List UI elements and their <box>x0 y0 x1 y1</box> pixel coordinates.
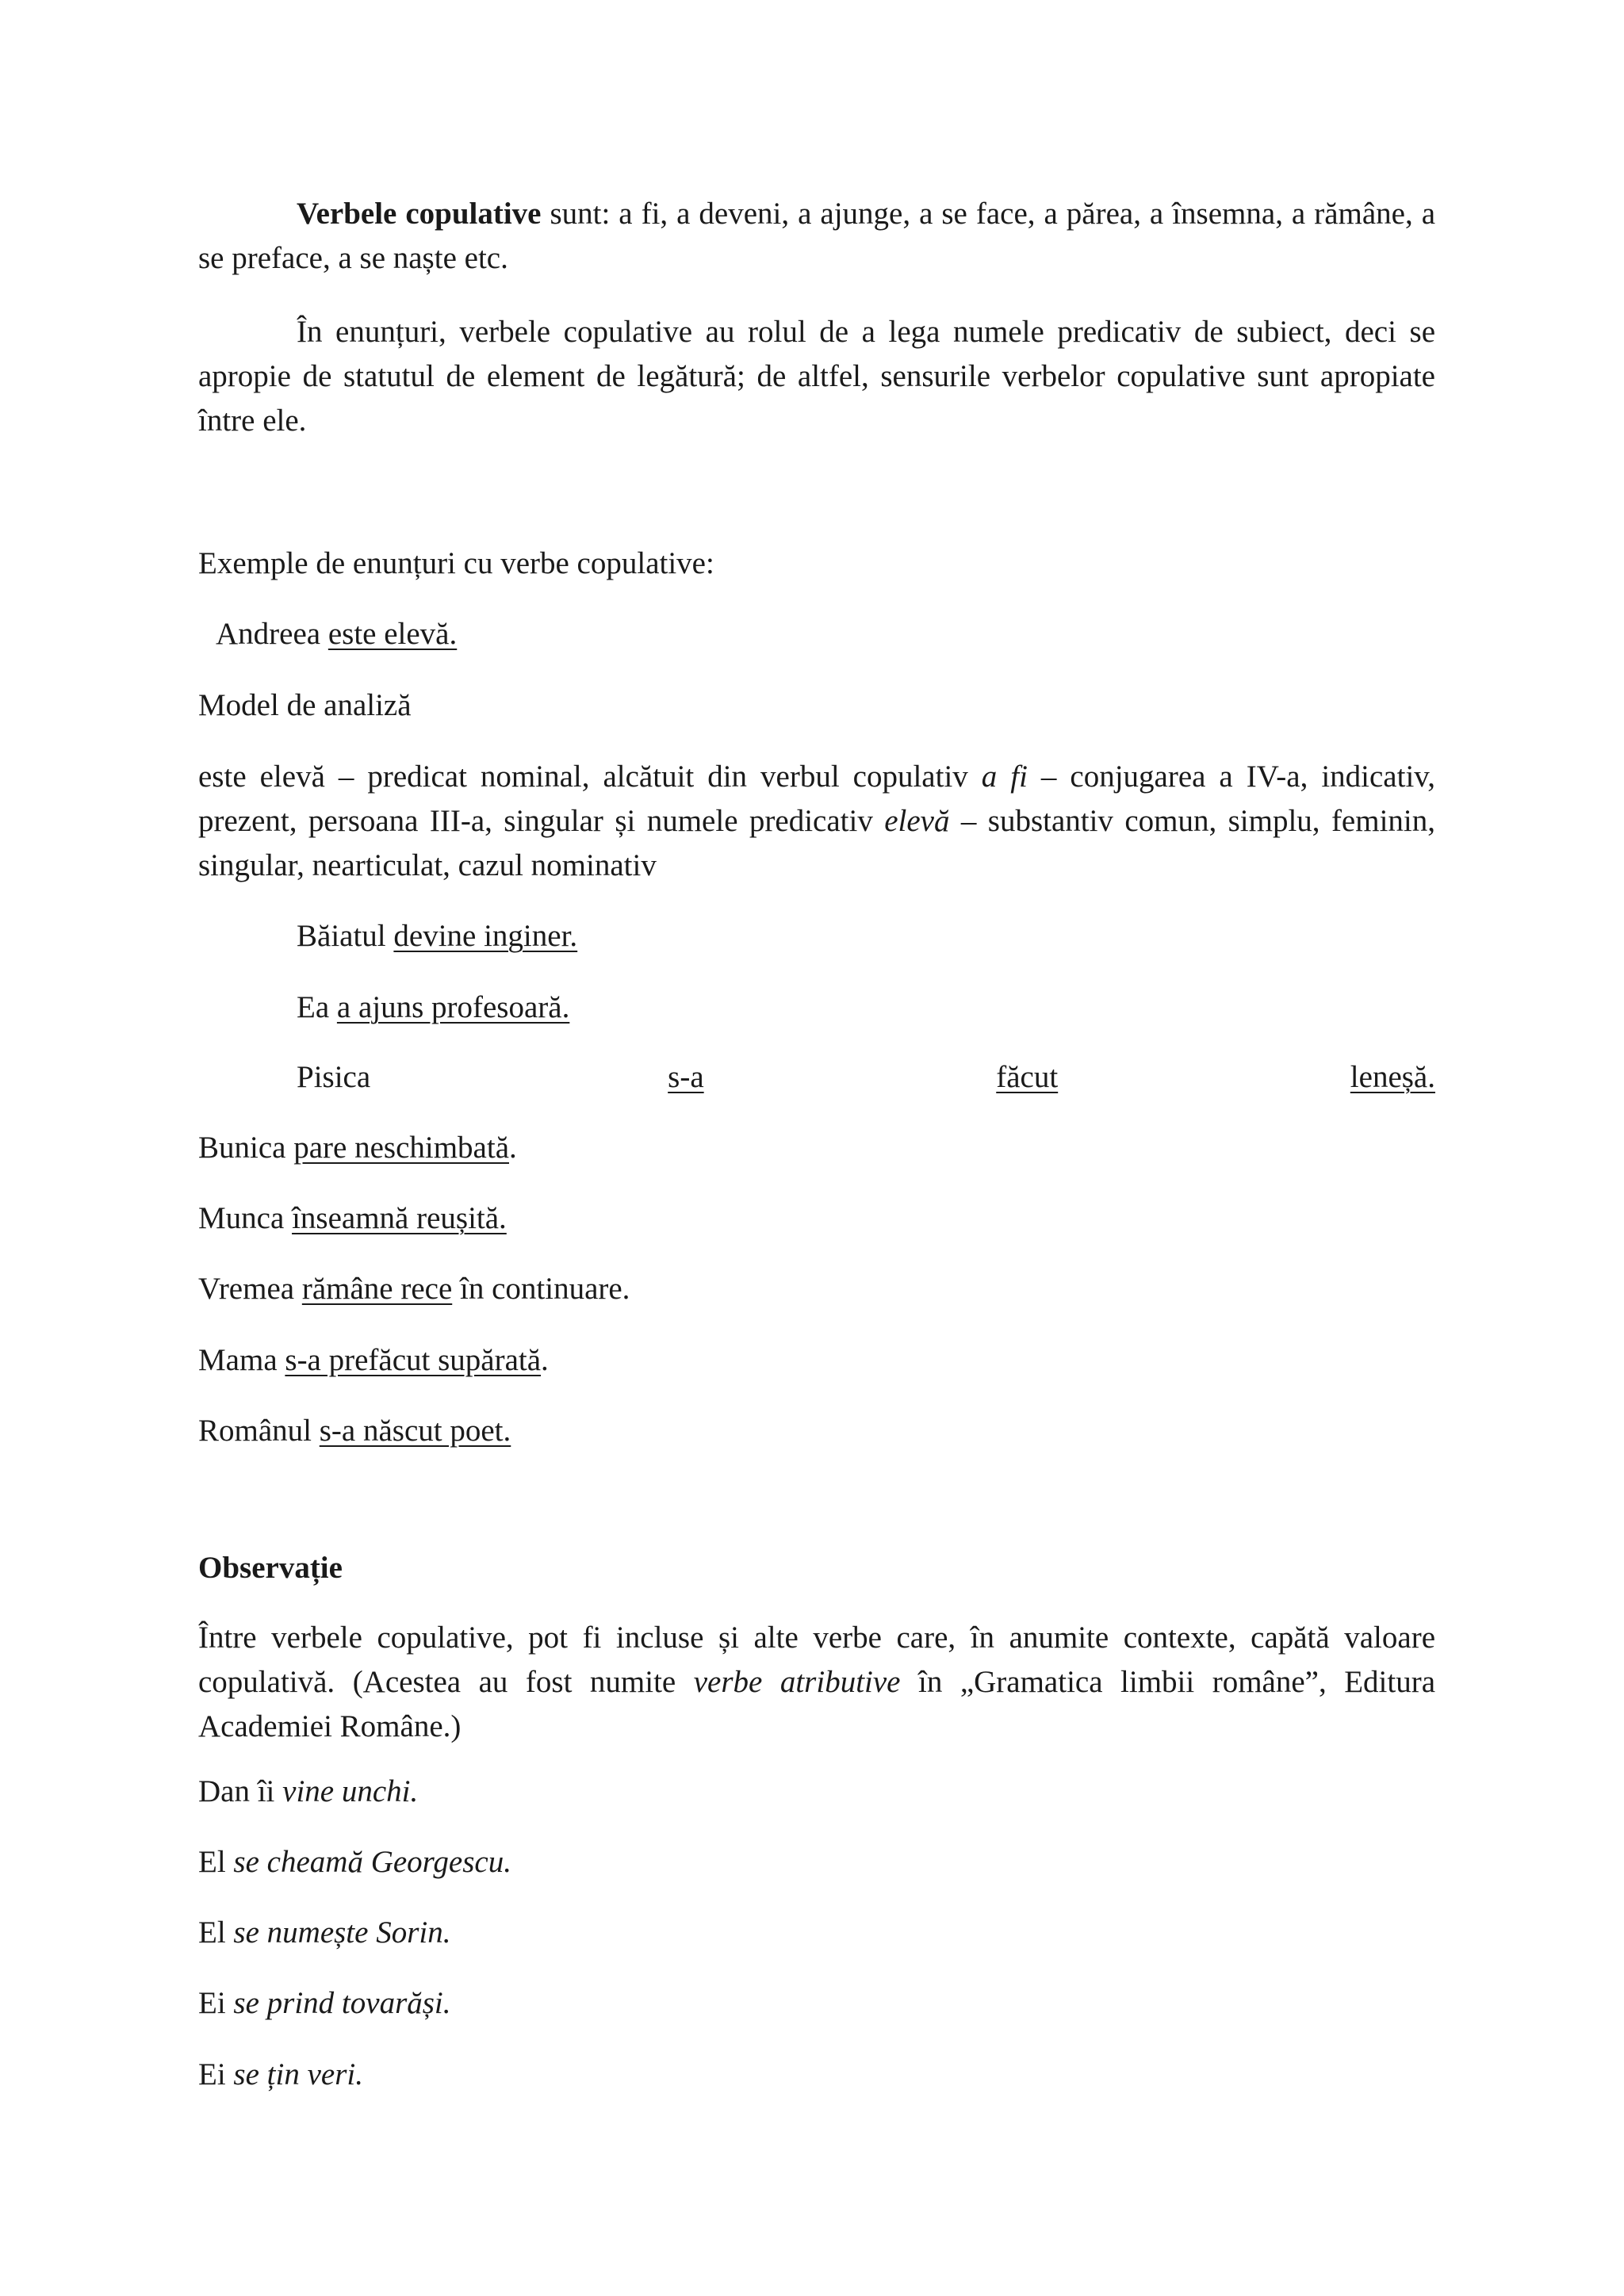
example-end: . <box>509 1131 517 1165</box>
example-subject: Bunica <box>198 1131 294 1165</box>
predicate-word: făcut <box>996 1060 1059 1094</box>
analysis-text: este elevă – predicat nominal, alcătuit din verbul copulativ <box>198 760 982 794</box>
example-sentence <box>198 1196 507 1241</box>
observation-example <box>198 1840 511 1885</box>
example-subject: Românul <box>198 1414 320 1448</box>
example-predicate: se numește Sorin. <box>233 1915 451 1950</box>
example-subject: Dan îi <box>198 1774 283 1808</box>
example-subject: Ei <box>198 2057 234 2091</box>
analysis-text: – conjugarea a IV-a, indicativ, prezent, persoana III-a, singular și numele predicativ <box>198 760 1436 838</box>
example-predicate: este elevă. <box>327 617 458 651</box>
term-verbele-copulative: Verbele copulative <box>297 197 542 231</box>
example-sentence <box>198 1409 511 1453</box>
example-sentence <box>198 1267 630 1311</box>
observation-term: verbe atributive <box>693 1665 901 1699</box>
example-sentence <box>297 914 577 959</box>
observation-example <box>198 1981 451 2026</box>
example-subject: Vremea <box>198 1272 302 1306</box>
analysis-noun: elevă <box>884 804 950 838</box>
observation-example <box>198 2053 363 2097</box>
model-heading: Model de analiză <box>198 688 412 722</box>
example-subject: Băiatul <box>297 919 394 953</box>
example-predicate: se țin veri. <box>233 2057 363 2091</box>
example-sentence <box>216 612 457 656</box>
example-predicate: vine unchi. <box>282 1774 419 1808</box>
example-sentence <box>198 1126 517 1170</box>
analysis-paragraph <box>198 755 1435 888</box>
example-predicate: s-a prefăcut supărată <box>285 1343 542 1377</box>
observation-example <box>198 1911 450 1955</box>
example-end: . <box>541 1343 549 1377</box>
observation-example <box>198 1770 418 1814</box>
example-predicate: rămâne rece <box>301 1272 453 1306</box>
example-subject: Munca <box>198 1201 293 1235</box>
observation-text: Între verbele copulative, pot fi incluse și alte verbe care, în anumite contexte, capătă valoare copulativă. (Acestea au fost numite <box>198 1621 1435 1699</box>
example-predicate: se prind tovarăși. <box>233 1986 451 2020</box>
example-sentence <box>198 1338 549 1383</box>
example-sentence-spread <box>297 1055 1435 1100</box>
observation-paragraph <box>198 1616 1435 1749</box>
example-subject: El <box>198 1915 234 1950</box>
predicate-word: s-a <box>668 1060 704 1094</box>
example-subject: Ea <box>297 990 337 1024</box>
example-subject: Mama <box>198 1343 285 1377</box>
analysis-verb: a fi <box>981 760 1028 794</box>
verb-list-text: sunt: a fi, a deveni, a ajunge, a se face, a părea, a însemna, a rămâne, a se preface, a se naște etc. <box>198 197 1436 275</box>
example-subject: El <box>198 1845 234 1879</box>
example-predicate: devine inginer. <box>393 919 578 953</box>
paragraph-role: În enunțuri, verbele copulative au rolul de a lega numele predicativ de subiect, deci se apropie de statutul de element de legătură; de altfel, sensurile verbelor copulative sunt apropiate între ele. <box>198 315 1435 438</box>
example-end: în continuare. <box>452 1272 630 1306</box>
examples-heading: Exemple de enunțuri cu verbe copulative: <box>198 546 714 580</box>
example-predicate: a ajuns profesoară. <box>336 990 570 1024</box>
paragraph-verb-list <box>198 192 1435 281</box>
example-subject: Pisica <box>297 1060 371 1094</box>
example-subject: Ei <box>198 1986 234 2020</box>
example-predicate: pare neschimbată <box>293 1131 509 1165</box>
observation-text: în „Gramatica limbii române”, Editura Academiei Române.) <box>198 1665 1436 1743</box>
example-predicate: se cheamă Georgescu. <box>233 1845 511 1879</box>
analysis-text: – substantiv comun, simplu, feminin, singular, nearticulat, cazul nominativ <box>198 804 1435 882</box>
predicate-word: leneșă. <box>1350 1060 1435 1094</box>
example-sentence <box>297 985 569 1030</box>
example-predicate <box>668 1055 1435 1100</box>
example-predicate: s-a născut poet. <box>319 1414 511 1448</box>
example-predicate: înseamnă reușită. <box>292 1201 507 1235</box>
example-subject: Andreea <box>216 617 328 651</box>
observation-heading: Observație <box>198 1551 343 1585</box>
